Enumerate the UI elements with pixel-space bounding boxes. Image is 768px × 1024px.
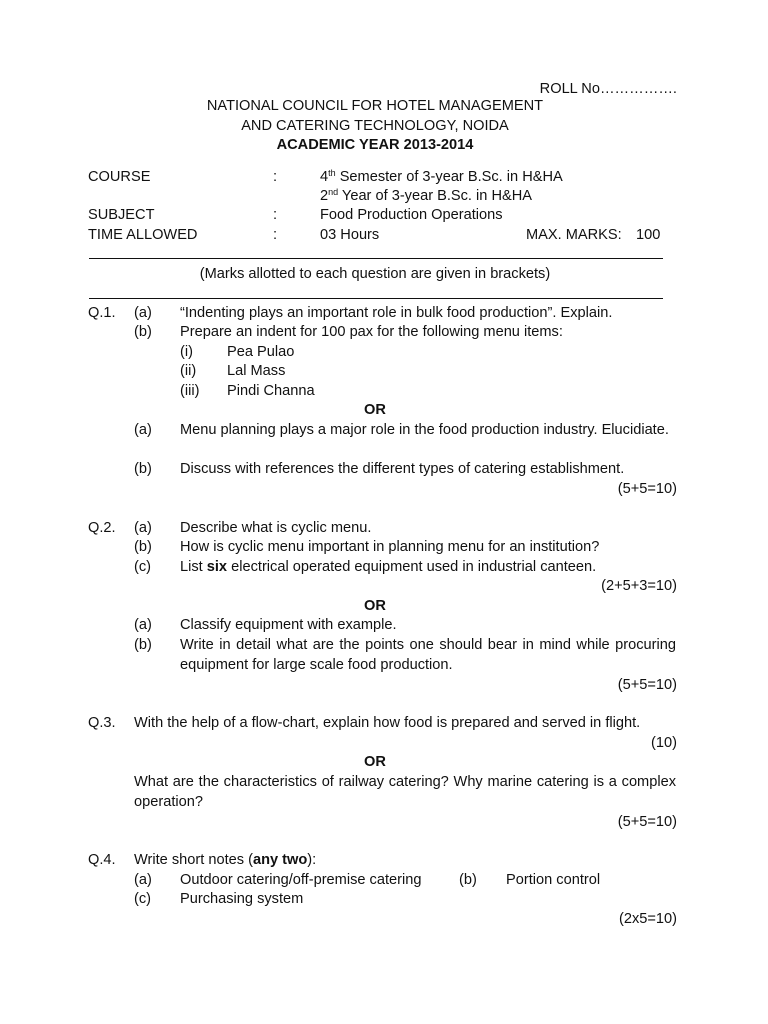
council-name-line1: NATIONAL COUNCIL FOR HOTEL MANAGEMENT — [206, 98, 544, 114]
course-colon: : — [273, 169, 278, 185]
marks-note: (Marks allotted to each question are given in brackets) — [199, 266, 551, 282]
q3-alt-text: What are the characteristics of railway catering? Why marine catering is a complex operation? — [134, 774, 676, 810]
q1-marks: (5+5=10) — [617, 481, 677, 497]
time-value: 03 Hours — [320, 227, 380, 243]
time-label: TIME ALLOWED — [88, 227, 198, 243]
subject-value: Food Production Operations — [320, 207, 503, 223]
divider-bottom — [89, 298, 663, 299]
roll-number: ROLL No……………. — [539, 81, 677, 97]
q4-a-text: Outdoor catering/off-premise catering — [180, 872, 422, 888]
q1-or-label: OR — [364, 402, 386, 418]
q2-number: Q.2. — [88, 520, 116, 536]
q1-item-text: Lal Mass — [227, 363, 286, 379]
q2-c-text: List six electrical operated equipment used in industrial canteen. — [180, 559, 597, 575]
q3-marks-2: (5+5=10) — [617, 814, 677, 830]
q1-item-text: Pindi Channa — [227, 383, 315, 399]
time-colon: : — [273, 227, 278, 243]
q4-b-text: Portion control — [506, 872, 601, 888]
subject-colon: : — [273, 207, 278, 223]
q2-or-label: OR — [364, 598, 386, 614]
q1-a-label: (a) — [134, 305, 152, 321]
q1-item-label: (i) — [180, 344, 193, 360]
q1-a-text: “Indenting plays an important role in bulk food production”. Explain. — [180, 305, 613, 321]
q2-c-label: (c) — [134, 559, 152, 575]
q3-number: Q.3. — [88, 715, 116, 731]
q4-marks: (2x5=10) — [618, 911, 677, 927]
q2-b-label: (b) — [134, 539, 152, 555]
q4-number: Q.4. — [88, 852, 116, 868]
q2-alt-a-label: (a) — [134, 617, 152, 633]
academic-year: ACADEMIC YEAR 2013-2014 — [276, 137, 474, 153]
q2-a-label: (a) — [134, 520, 152, 536]
course-label: COURSE — [88, 169, 151, 185]
q1-alt-a-text: Menu planning plays a major role in the food production industry. Elucidiate. — [180, 422, 669, 438]
max-marks-value: 100 — [636, 227, 661, 243]
divider-top — [89, 258, 663, 259]
q4-c-text: Purchasing system — [180, 891, 304, 907]
q1-item-text: Pea Pulao — [227, 344, 295, 360]
q1-alt-b-text: Discuss with references the different types of catering establishment. — [180, 461, 625, 477]
q1-alt-a-label: (a) — [134, 422, 152, 438]
q4-a-label: (a) — [134, 872, 152, 888]
q4-b-label: (b) — [459, 872, 477, 888]
q4-text: Write short notes (any two): — [134, 852, 317, 868]
q2-a-text: Describe what is cyclic menu. — [180, 520, 372, 536]
q2-marks-1: (2+5+3=10) — [601, 578, 677, 594]
q3-text: With the help of a flow-chart, explain how food is prepared and served in flight. — [134, 715, 641, 731]
q3-marks-1: (10) — [651, 735, 677, 751]
q2-b-text: How is cyclic menu important in planning menu for an institution? — [180, 539, 600, 555]
subject-label: SUBJECT — [88, 207, 155, 223]
q2-alt-b-label: (b) — [134, 637, 152, 653]
q2-alt-b-text: Write in detail what are the points one should bear in mind while procuring equipment for large scale food production. — [180, 637, 676, 673]
q1-alt-b-label: (b) — [134, 461, 152, 477]
q1-item-label: (iii) — [180, 383, 200, 399]
q2-marks-2: (5+5=10) — [617, 677, 677, 693]
q3-or-label: OR — [364, 754, 386, 770]
q1-item-label: (ii) — [180, 363, 197, 379]
max-marks-label: MAX. MARKS: — [526, 227, 622, 243]
q4-c-label: (c) — [134, 891, 152, 907]
q1-b-label: (b) — [134, 324, 152, 340]
q2-alt-a-text: Classify equipment with example. — [180, 617, 397, 633]
q1-number: Q.1. — [88, 305, 116, 321]
course-value-line1: 4th Semester of 3-year B.Sc. in H&HA — [320, 168, 563, 185]
q1-b-text: Prepare an indent for 100 pax for the following menu items: — [180, 324, 563, 340]
council-name-line2: AND CATERING TECHNOLOGY, NOIDA — [241, 118, 509, 134]
course-value-line2: 2nd Year of 3-year B.Sc. in H&HA — [320, 187, 533, 204]
